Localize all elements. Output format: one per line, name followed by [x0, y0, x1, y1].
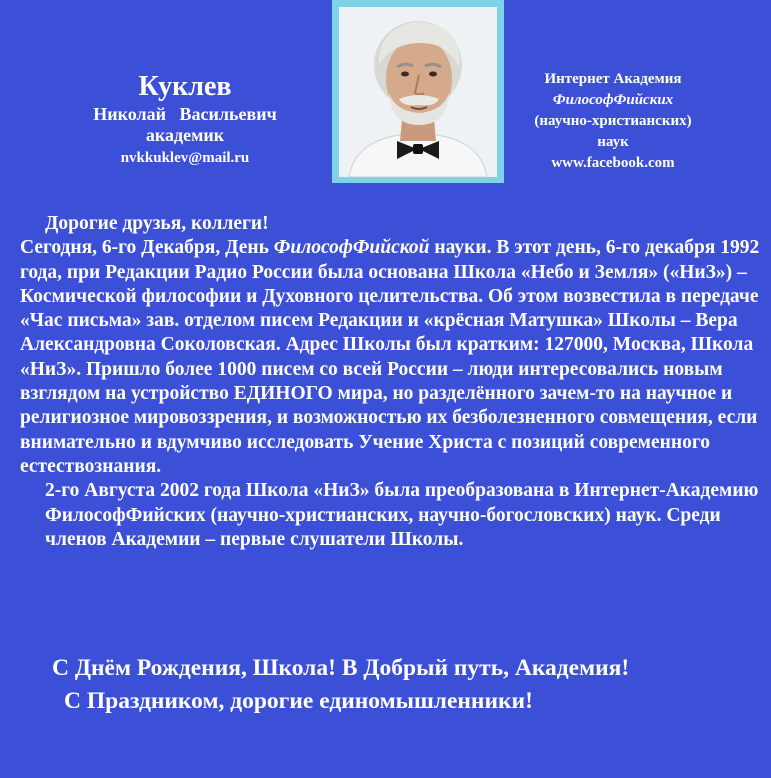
- author-title: академик: [145, 125, 225, 145]
- academy-line-1: Интернет Академия: [544, 71, 682, 87]
- portrait-photo: [339, 7, 497, 177]
- letter-paragraph-1: [20, 236, 760, 479]
- letter-salutation: Дорогие друзья, коллеги!: [45, 213, 269, 234]
- author-email[interactable]: nvkkuklev@mail.ru: [120, 150, 250, 166]
- letter-p1-italic: ФилософФийской: [273, 237, 430, 259]
- academy-info: [502, 69, 724, 174]
- author-surname: Куклев: [138, 71, 232, 102]
- letter-p1-rest: науки. В этот день, 6-го декабря 1992 года, при Редакции Радио России была основана Школа «Небо и Земля» («НиЗ») – Космической философии и Духовного целительства. Об этом возвестила в передаче «Час письма» зав. отделом писем Редакции и «крёсная Матушка» Школы – Вера Александровна Соколовская. Адрес Школы был кратким: 127000, Москва, Школа «НиЗ». Пришло более 1000 писем со всей России – люди интересовались новым взглядом на устройство ЕДИНОГО мира, но разделённого зачем-то на научное и религиозное мировоззрения, и возможностью их безболезненного совмещения, если внимательно и вдумчиво исследовать Учение Христа с позиций современного естествознания.: [20, 237, 760, 477]
- author-name: Николай Васильевич: [93, 104, 277, 124]
- letter-p1-start: Сегодня, 6-го Декабря, День: [20, 237, 274, 259]
- portrait-frame: [332, 0, 504, 183]
- letter-body: [20, 212, 760, 552]
- author-info: [70, 70, 300, 169]
- academy-line-2: ФилософФийских: [552, 92, 674, 108]
- greeting-colleagues: С Праздником, дорогие единомышленники!: [64, 688, 533, 714]
- academy-website[interactable]: www.facebook.com: [551, 155, 675, 171]
- portrait-icon: [339, 7, 497, 177]
- letter-paragraph-2: 2-го Августа 2002 года Школа «НиЗ» была преобразована в Интернет-Академию ФилософФийских (научно-христианских, научно-богословских) наук. Среди членов Академии – первые слушатели Школы.: [45, 480, 759, 550]
- academy-line-3: (научно-христианских): [534, 113, 692, 129]
- academy-line-4: наук: [597, 134, 629, 150]
- greeting-school: С Днём Рождения, Школа! В Добрый путь, Академия!: [52, 655, 630, 681]
